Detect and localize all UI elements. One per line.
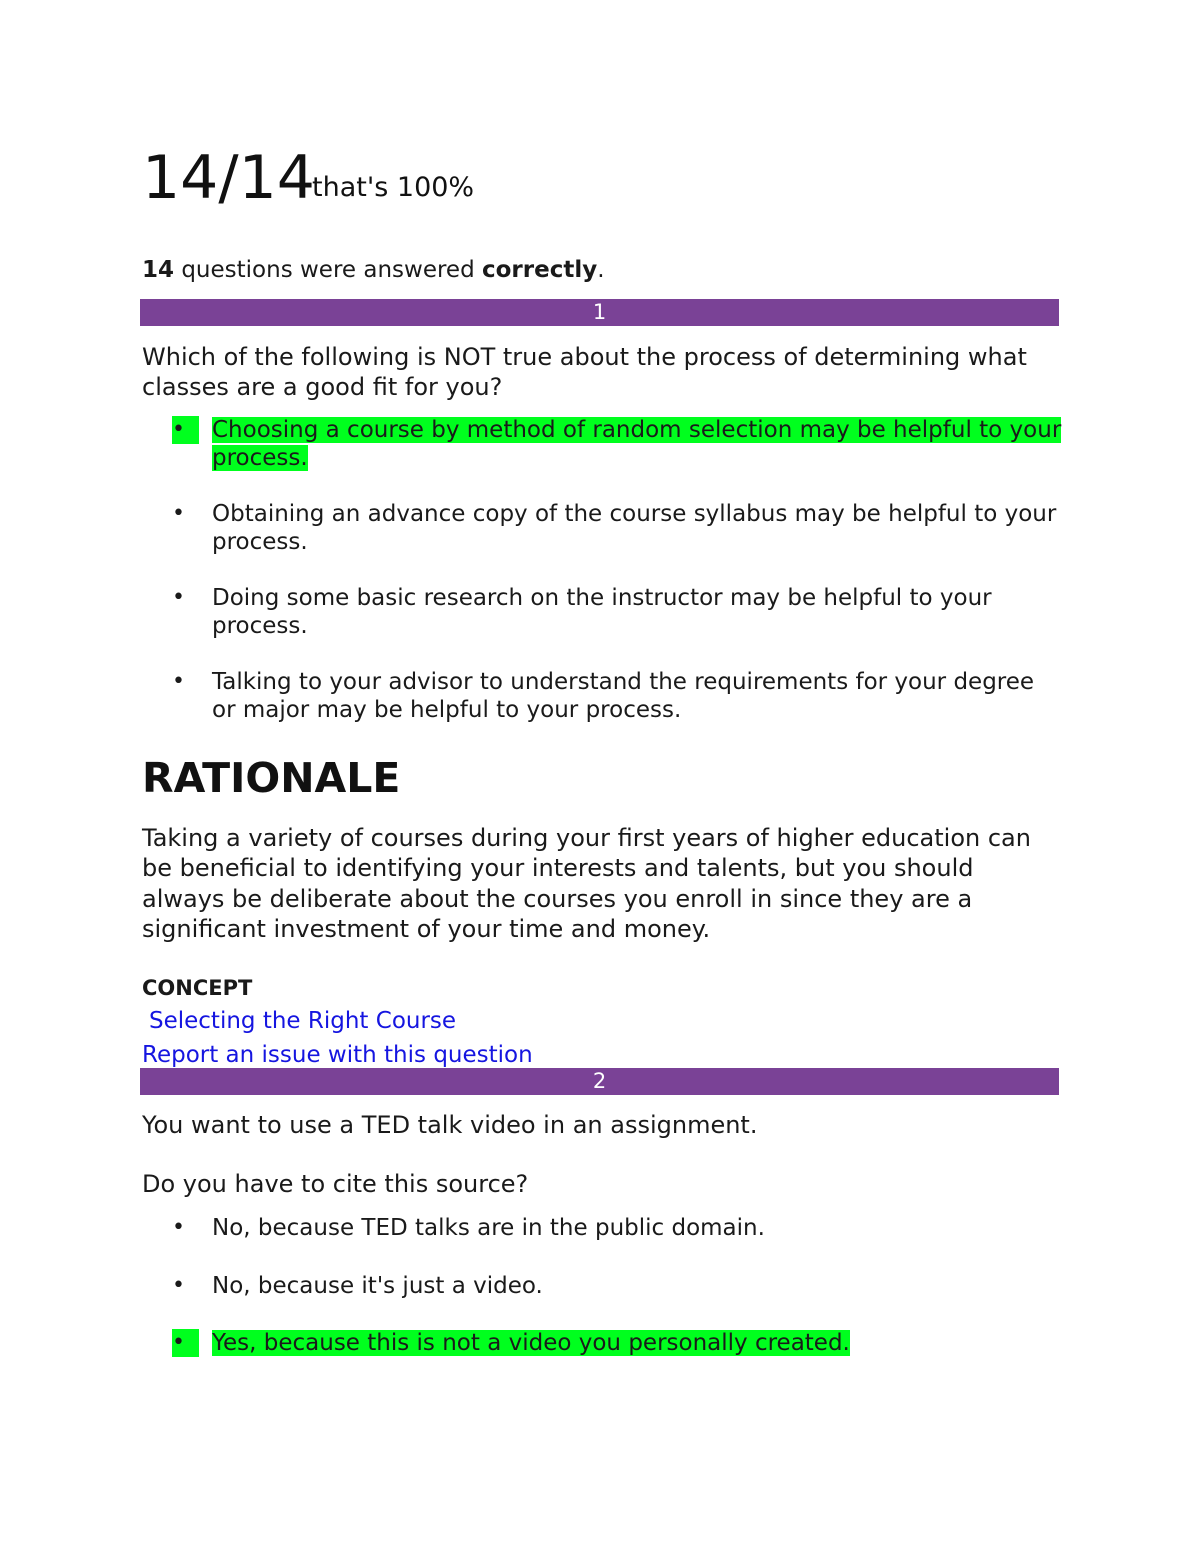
summary-status: correctly [482, 257, 598, 283]
option-text: No, because TED talks are in the public domain. [212, 1215, 765, 1241]
concept-link[interactable]: Selecting the Right Course [149, 1008, 457, 1034]
rationale-heading: RATIONALE [142, 754, 401, 802]
question-number-bar: 1 [140, 299, 1059, 326]
option-text: Yes, because this is not a video you personally created. [212, 1330, 850, 1356]
report-issue-link[interactable]: Report an issue with this question [142, 1042, 533, 1068]
concept-label: CONCEPT [142, 976, 253, 1000]
score-percent: that's 100% [312, 172, 475, 203]
summary-end: . [597, 257, 605, 283]
question-prompt: Which of the following is NOT true about the process of determining what classes are a good fit for you? [142, 343, 1027, 401]
bullet-icon: • [172, 669, 185, 694]
results-summary [142, 254, 605, 286]
summary-text: questions were answered [174, 257, 482, 283]
bullet-icon: • [172, 416, 199, 444]
bullet-icon: • [172, 1273, 185, 1298]
option-text: Obtaining an advance copy of the course syllabus may be helpful to your process. [212, 501, 1057, 555]
score-fraction: 14/14 [142, 143, 315, 213]
question-number-bar: 2 [140, 1068, 1059, 1095]
question-subprompt: Do you have to cite this source? [142, 1170, 529, 1198]
bullet-icon: • [172, 1329, 199, 1357]
option-text: Talking to your advisor to understand the requirements for your degree or major may be helpful to your process. [212, 669, 1035, 723]
option-text: Doing some basic research on the instructor may be helpful to your process. [212, 585, 992, 639]
bullet-icon: • [172, 501, 185, 526]
bullet-icon: • [172, 585, 185, 610]
option-text: Choosing a course by method of random selection may be helpful to your process. [212, 417, 1062, 471]
bullet-icon: • [172, 1215, 185, 1240]
question-prompt: You want to use a TED talk video in an assignment. [142, 1111, 758, 1139]
rationale-text: Taking a variety of courses during your first years of higher education can be beneficial to identifying your interests and talents, but you should always be deliberate about the courses you enroll in since they are a significant investment of your time and money. [142, 824, 1031, 943]
correct-count: 14 [142, 257, 175, 283]
option-text: No, because it's just a video. [212, 1273, 543, 1299]
